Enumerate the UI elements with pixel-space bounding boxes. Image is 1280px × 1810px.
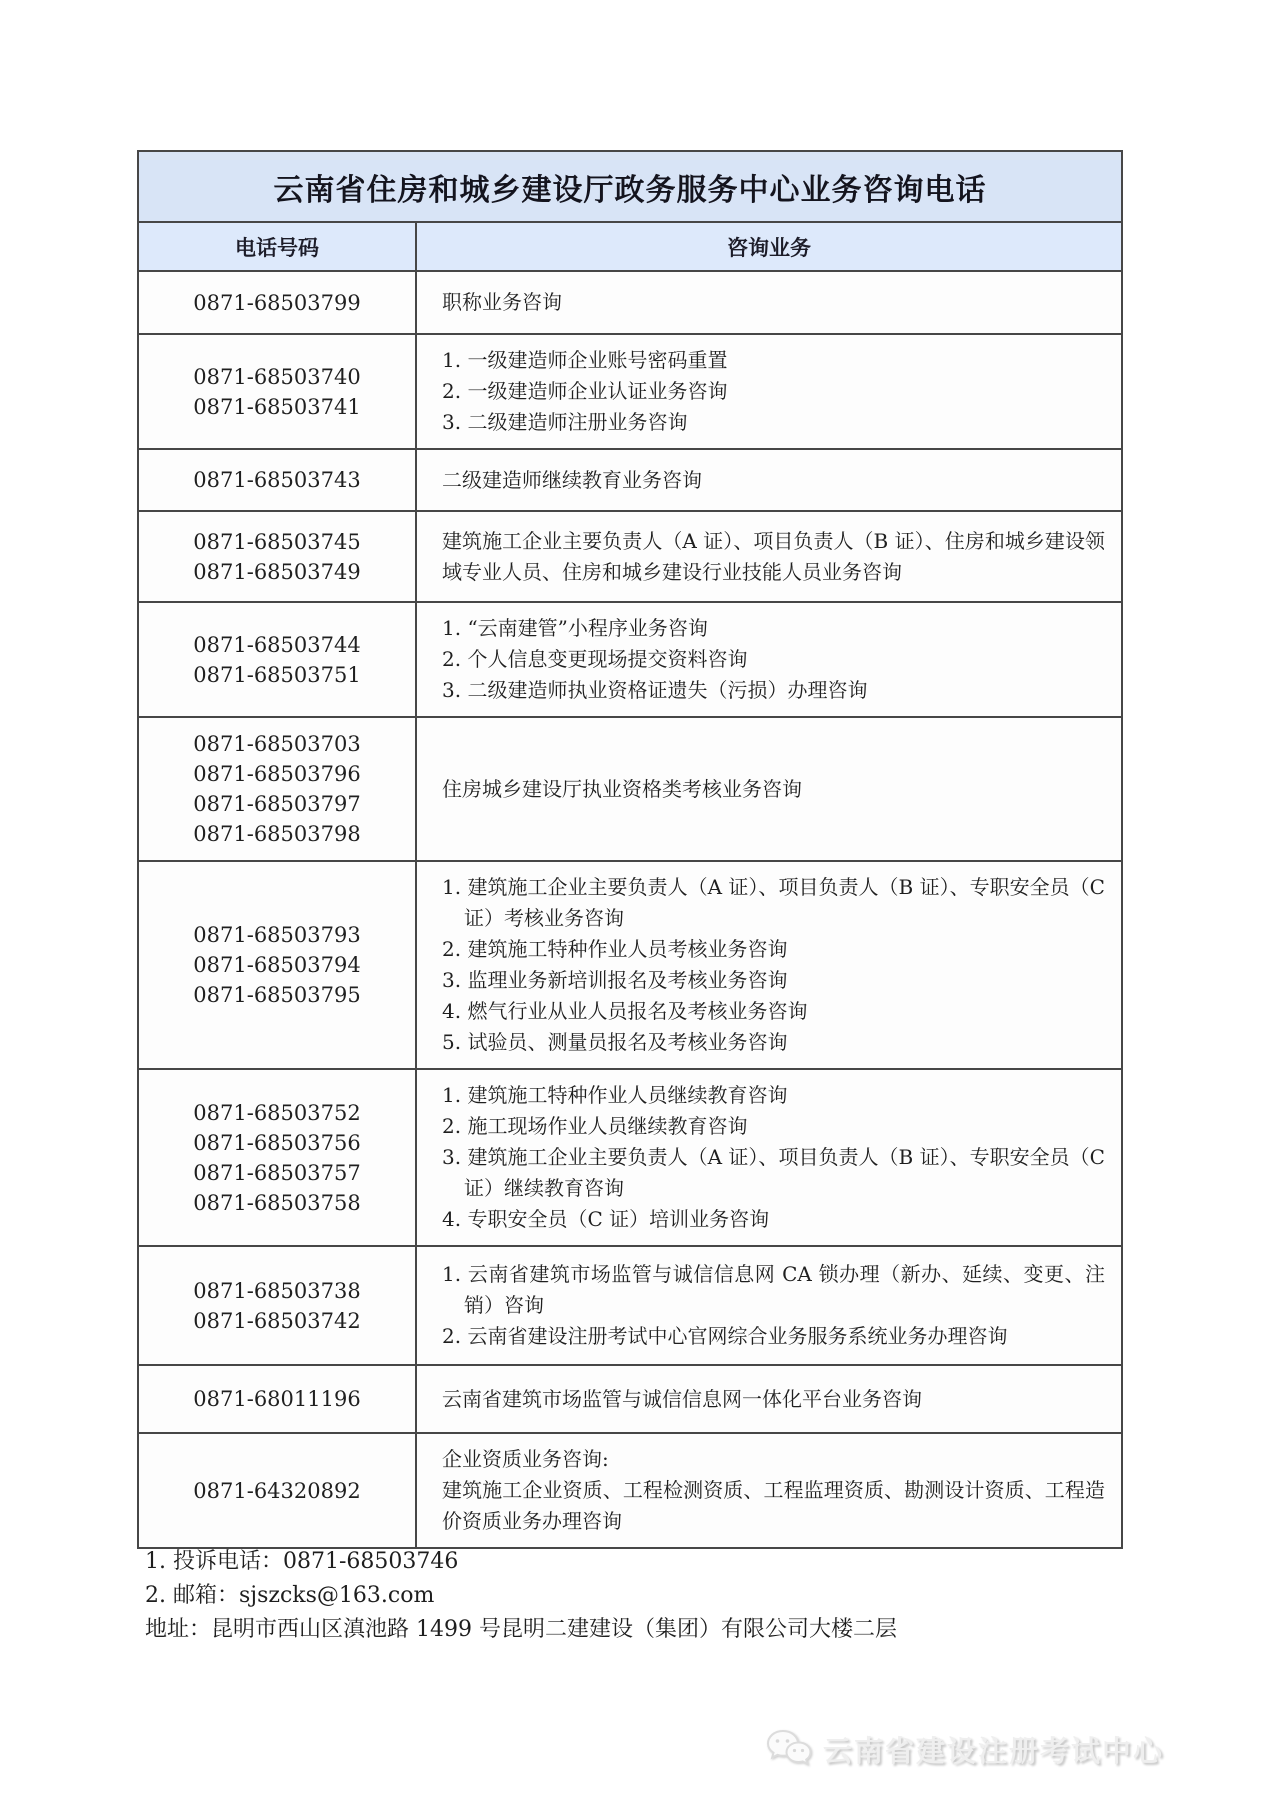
service-item: 2. 一级建造师企业认证业务咨询 (442, 379, 728, 403)
table-row (139, 270, 1121, 333)
table-title: 云南省住房和城乡建设厅政务服务中心业务咨询电话 (139, 152, 1121, 221)
service-cell (417, 603, 1121, 716)
phone-number: 0871-68503799 (193, 290, 361, 315)
table-row (139, 448, 1121, 510)
phone-number: 0871-68503742 (193, 1308, 361, 1333)
phone-number: 0871-68503798 (193, 822, 361, 846)
complaint-phone-line: 1. 投诉电话：0871-68503746 (145, 1549, 459, 1574)
table-row (139, 333, 1121, 448)
phone-number: 0871-68503794 (193, 953, 361, 977)
service-item: 3. 二级建造师执业资格证遗失（污损）办理咨询 (442, 678, 868, 702)
service-item: 2. 个人信息变更现场提交资料咨询 (442, 647, 748, 671)
table-row (139, 716, 1121, 860)
phone-number: 0871-68503740 (193, 364, 361, 389)
phone-cell (139, 718, 417, 860)
phone-number: 0871-68503793 (193, 923, 361, 947)
phone-cell (139, 1366, 417, 1432)
address-line: 地址：昆明市西山区滇池路 1499 号昆明二建建设（集团）有限公司大楼二层 (145, 1617, 897, 1642)
phone-number: 0871-68503757 (193, 1160, 361, 1185)
watermark-label: 云南省建设注册考试中心 (822, 1733, 1164, 1768)
table-header-row (139, 221, 1121, 270)
service-item: 1. 建筑施工特种作业人员继续教育咨询 (442, 1083, 788, 1107)
phone-number: 0871-68503797 (193, 792, 361, 816)
service-cell (417, 718, 1121, 860)
phone-number: 0871-68503703 (193, 732, 361, 756)
phone-number: 0871-68503744 (193, 632, 361, 657)
table-row (139, 1245, 1121, 1364)
watermark (765, 1728, 1164, 1770)
table-row (139, 510, 1121, 601)
phone-number: 0871-68503749 (193, 559, 361, 584)
service-item: 1. 云南省建筑市场监管与诚信信息网 CA 锁办理（新办、延续、变更、注销）咨询 (442, 1262, 1105, 1317)
service-cell (417, 335, 1121, 448)
phone-number: 0871-68503796 (193, 762, 361, 786)
service-item: 2. 建筑施工特种作业人员考核业务咨询 (442, 937, 788, 961)
service-item: 职称业务咨询 (442, 290, 562, 314)
service-item: 5. 试验员、测量员报名及考核业务咨询 (442, 1030, 788, 1054)
phone-number: 0871-68503741 (193, 394, 361, 419)
service-item: 4. 专职安全员（C 证）培训业务咨询 (442, 1207, 770, 1231)
phone-cell (139, 862, 417, 1068)
service-item: 3. 建筑施工企业主要负责人（A 证）、项目负责人（B 证）、专职安全员（C 证）继续教育咨询 (442, 1145, 1105, 1200)
phone-cell (139, 512, 417, 601)
phone-number: 0871-68503758 (193, 1190, 361, 1215)
phone-cell (139, 603, 417, 716)
service-cell (417, 1366, 1121, 1432)
consultation-phone-table (137, 150, 1123, 1549)
footer-notes (145, 1545, 897, 1647)
service-cell (417, 1070, 1121, 1245)
service-cell (417, 512, 1121, 601)
table-body (139, 270, 1121, 1547)
service-item: 3. 监理业务新培训报名及考核业务咨询 (442, 968, 788, 992)
service-item: 1. 建筑施工企业主要负责人（A 证）、项目负责人（B 证）、专职安全员（C 证）考核业务咨询 (442, 875, 1105, 930)
phone-cell (139, 335, 417, 448)
service-item: 1. 一级建造师企业账号密码重置 (442, 348, 728, 372)
phone-cell (139, 272, 417, 333)
phone-number: 0871-68503743 (193, 468, 361, 492)
service-cell (417, 1434, 1121, 1547)
service-item: 4. 燃气行业从业人员报名及考核业务咨询 (442, 999, 808, 1023)
table-row (139, 860, 1121, 1068)
service-item: 企业资质业务咨询: (442, 1447, 609, 1471)
phone-number: 0871-68503745 (193, 529, 361, 554)
service-item: 3. 二级建造师注册业务咨询 (442, 410, 688, 434)
phone-number: 0871-68503795 (193, 983, 361, 1007)
service-item: 二级建造师继续教育业务咨询 (442, 467, 702, 492)
phone-number: 0871-68503756 (193, 1130, 361, 1155)
table-row (139, 1364, 1121, 1432)
service-item: 建筑施工企业资质、工程检测资质、工程监理资质、勘测设计资质、工程造价资质业务办理咨询 (442, 1478, 1105, 1533)
phone-number: 0871-68503751 (193, 662, 361, 687)
service-item: 建筑施工企业主要负责人（A 证）、项目负责人（B 证）、住房和城乡建设领域专业人员、住房和城乡建设行业技能人员业务咨询 (442, 528, 1105, 584)
service-item: 2. 施工现场作业人员继续教育咨询 (442, 1114, 748, 1138)
phone-cell (139, 1070, 417, 1245)
service-item: 1. “云南建管”小程序业务咨询 (442, 616, 708, 640)
phone-cell (139, 450, 417, 510)
service-item: 云南省建筑市场监管与诚信信息网一体化平台业务咨询 (442, 1386, 922, 1411)
service-cell (417, 450, 1121, 510)
service-item: 住房城乡建设厅执业资格类考核业务咨询 (442, 776, 802, 801)
column-header-service: 咨询业务 (727, 234, 811, 260)
service-cell (417, 862, 1121, 1068)
service-cell (417, 272, 1121, 333)
phone-number: 0871-68503752 (193, 1100, 361, 1125)
table-row (139, 1432, 1121, 1547)
email-line: 2. 邮箱：sjszcks@163.com (145, 1583, 435, 1608)
table-row (139, 601, 1121, 716)
phone-cell (139, 1247, 417, 1364)
phone-number: 0871-68503738 (193, 1278, 361, 1303)
table-row (139, 1068, 1121, 1245)
column-header-phone: 电话号码 (139, 223, 417, 270)
phone-cell (139, 1434, 417, 1547)
phone-number: 0871-64320892 (193, 1478, 361, 1503)
phone-number: 0871-68011196 (193, 1387, 361, 1411)
wechat-icon (765, 1728, 813, 1770)
service-item: 2. 云南省建设注册考试中心官网综合业务服务系统业务办理咨询 (442, 1324, 1008, 1348)
service-cell (417, 1247, 1121, 1364)
